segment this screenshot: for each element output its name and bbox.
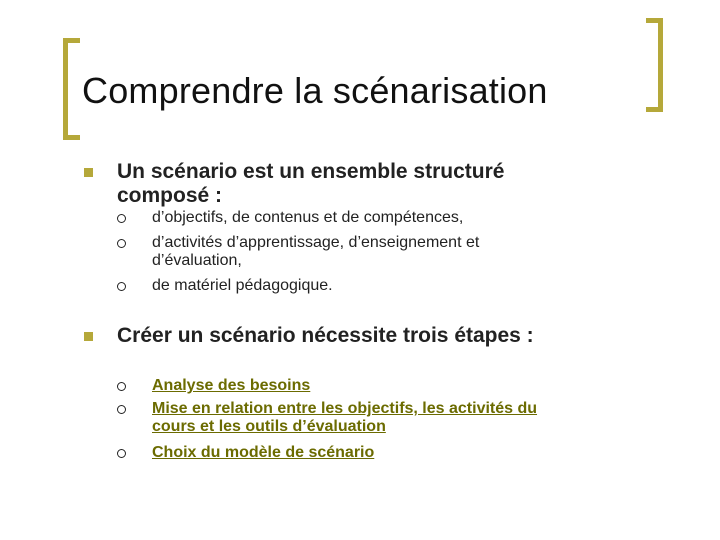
subitem-text: d’objectifs, de contenus et de compétences, [152,209,464,226]
bullet-line: Un scénario est un ensemble structuré [117,160,505,183]
title-bracket-right [646,18,663,112]
link-text[interactable]: cours et les outils d’évaluation [152,418,386,435]
bullet-line: composé : [117,184,223,207]
link-mise-en-relation[interactable] [152,400,537,436]
circle-bullet-icon [117,405,126,414]
circle-bullet-icon [117,214,126,223]
link-text[interactable]: Choix du modèle de scénario [152,444,375,461]
subitem-line: d’activités d’apprentissage, d’enseignement et [152,234,480,251]
subitem-line: d’évaluation, [152,252,242,269]
link-choix-modele[interactable] [152,444,374,462]
circle-bullet-icon [117,282,126,291]
circle-bullet-icon [117,449,126,458]
link-text[interactable]: Mise en relation entre les objectifs, les activités du [152,400,538,417]
circle-bullet-icon [117,239,126,248]
title-bracket-left [63,38,80,140]
bullet-text [117,160,504,208]
subitem-text: de matériel pédagogique. [152,277,333,294]
square-bullet-icon [84,168,93,177]
square-bullet-icon [84,332,93,341]
slide-title: Comprendre la scénarisation [82,70,548,111]
subitem-text [152,234,479,270]
bullet-text: Créer un scénario nécessite trois étapes : [117,324,534,347]
link-text[interactable]: Analyse des besoins [152,377,311,394]
link-analyse-besoins[interactable] [152,377,310,395]
circle-bullet-icon [117,382,126,391]
